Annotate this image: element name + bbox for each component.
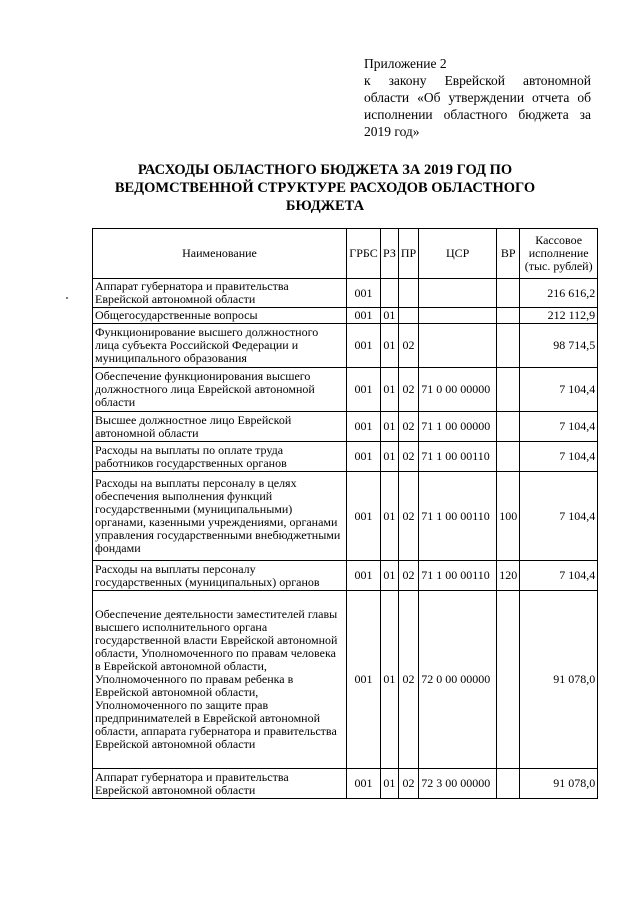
cell-vr xyxy=(497,308,520,324)
cell-grbs: 001 xyxy=(347,442,381,472)
cell-csr xyxy=(419,324,497,368)
cell-pr: 02 xyxy=(398,591,418,769)
cell-vr: 120 xyxy=(497,561,520,591)
cell-vr: 100 xyxy=(497,472,520,561)
table-row xyxy=(93,324,598,368)
cell-grbs: 001 xyxy=(347,324,381,368)
table-row xyxy=(93,561,598,591)
cell-name: Расходы на выплаты персоналу в целях обеспечения выполнения функций государственными (муниципальными) органами, казенными учреждениями, органами управления государственными внебюджетными фондами xyxy=(93,472,347,561)
cell-pr: 02 xyxy=(398,561,418,591)
cell-name: Общегосударственные вопросы xyxy=(93,308,347,324)
cell-name: Расходы на выплаты по оплате труда работников государственных органов xyxy=(93,442,347,472)
cell-pr: 02 xyxy=(398,442,418,472)
cell-name: Аппарат губернатора и правительства Еврейской автономной области xyxy=(93,279,347,308)
table-row xyxy=(93,472,598,561)
cell-rz: 01 xyxy=(381,368,399,412)
cell-grbs: 001 xyxy=(347,472,381,561)
table-row xyxy=(93,442,598,472)
cell-vr xyxy=(497,324,520,368)
cell-rz: 01 xyxy=(381,591,399,769)
cell-amount: 91 078,0 xyxy=(520,591,598,769)
cell-pr: 02 xyxy=(398,472,418,561)
cell-csr: 71 1 00 00110 xyxy=(419,472,497,561)
cell-rz: 01 xyxy=(381,472,399,561)
cell-rz: 01 xyxy=(381,442,399,472)
cell-name: Функционирование высшего должностного лица субъекта Российской Федерации и муниципального образования xyxy=(93,324,347,368)
header-rz: РЗ xyxy=(381,229,399,279)
header-csr: ЦСР xyxy=(419,229,497,279)
cell-vr xyxy=(497,442,520,472)
header-vr: ВР xyxy=(497,229,520,279)
cell-amount: 98 714,5 xyxy=(520,324,598,368)
cell-csr: 71 1 00 00110 xyxy=(419,561,497,591)
cell-csr: 72 0 00 00000 xyxy=(419,591,497,769)
cell-amount: 212 112,9 xyxy=(520,308,598,324)
header-grbs: ГРБС xyxy=(347,229,381,279)
table-row xyxy=(93,308,598,324)
appendix-body: к закону Еврейской автономной области «Об утверждении отчета об исполнении областного бюджета за 2019 год» xyxy=(364,73,591,139)
cell-pr: 02 xyxy=(398,368,418,412)
table-row xyxy=(93,412,598,442)
table-row xyxy=(93,591,598,769)
cell-pr xyxy=(398,308,418,324)
cell-name: Обеспечение деятельности заместителей главы высшего исполнительного органа государственной власти Еврейской автономной области, Уполномоченного по правам человека в Еврейской автономной области, Уполномоченного по правам ребенка в Еврейской автономной области, Уполномоченного по защите прав предпринимателей в Еврейской автономной области, аппарата губернатора и правительства Еврейской автономной области xyxy=(93,591,347,769)
cell-rz: 01 xyxy=(381,769,399,799)
cell-name: Обеспечение функционирования высшего должностного лица Еврейской автономной области xyxy=(93,368,347,412)
cell-rz xyxy=(381,279,399,308)
cell-csr: 71 1 00 00000 xyxy=(419,412,497,442)
cell-pr: 02 xyxy=(398,769,418,799)
cell-grbs: 001 xyxy=(347,368,381,412)
cell-grbs: 001 xyxy=(347,279,381,308)
cell-grbs: 001 xyxy=(347,591,381,769)
cell-pr: 02 xyxy=(398,412,418,442)
cell-rz: 01 xyxy=(381,308,399,324)
cell-name: Аппарат губернатора и правительства Еврейской автономной области xyxy=(93,769,347,799)
appendix-title: Приложение 2 xyxy=(364,56,447,71)
cell-csr xyxy=(419,308,497,324)
cell-vr xyxy=(497,368,520,412)
document-title: РАСХОДЫ ОБЛАСТНОГО БЮДЖЕТА ЗА 2019 ГОД ПО ВЕДОМСТВЕННОЙ СТРУКТУРЕ РАСХОДОВ ОБЛАСТНОГО БЮДЖЕТА xyxy=(114,162,536,214)
cell-csr xyxy=(419,279,497,308)
appendix-note xyxy=(364,55,591,140)
cell-grbs: 001 xyxy=(347,561,381,591)
cell-name: Расходы на выплаты персоналу государственных (муниципальных) органов xyxy=(93,561,347,591)
cell-amount: 91 078,0 xyxy=(520,769,598,799)
cell-amount: 216 616,2 xyxy=(520,279,598,308)
table-row xyxy=(93,279,598,308)
cell-rz: 01 xyxy=(381,324,399,368)
budget-table xyxy=(92,228,598,799)
cell-pr xyxy=(398,279,418,308)
cell-vr xyxy=(497,591,520,769)
cell-grbs: 001 xyxy=(347,769,381,799)
cell-rz: 01 xyxy=(381,561,399,591)
cell-csr: 71 1 00 00110 xyxy=(419,442,497,472)
cell-grbs: 001 xyxy=(347,308,381,324)
cell-rz: 01 xyxy=(381,412,399,442)
cell-grbs: 001 xyxy=(347,412,381,442)
cell-amount: 7 104,4 xyxy=(520,561,598,591)
cell-vr xyxy=(497,412,520,442)
cell-csr: 72 3 00 00000 xyxy=(419,769,497,799)
header-name: Наименование xyxy=(93,229,347,279)
cell-amount: 7 104,4 xyxy=(520,412,598,442)
cell-vr xyxy=(497,769,520,799)
table-row xyxy=(93,769,598,799)
header-amount: Кассовое исполнение (тыс. рублей) xyxy=(520,229,598,279)
cell-amount: 7 104,4 xyxy=(520,368,598,412)
cell-pr: 02 xyxy=(398,324,418,368)
cell-vr xyxy=(497,279,520,308)
header-pr: ПР xyxy=(398,229,418,279)
cell-name: Высшее должностное лицо Еврейской автономной области xyxy=(93,412,347,442)
scan-speck xyxy=(66,297,68,299)
table-row xyxy=(93,368,598,412)
cell-amount: 7 104,4 xyxy=(520,472,598,561)
cell-csr: 71 0 00 00000 xyxy=(419,368,497,412)
table-header-row xyxy=(93,229,598,279)
cell-amount: 7 104,4 xyxy=(520,442,598,472)
